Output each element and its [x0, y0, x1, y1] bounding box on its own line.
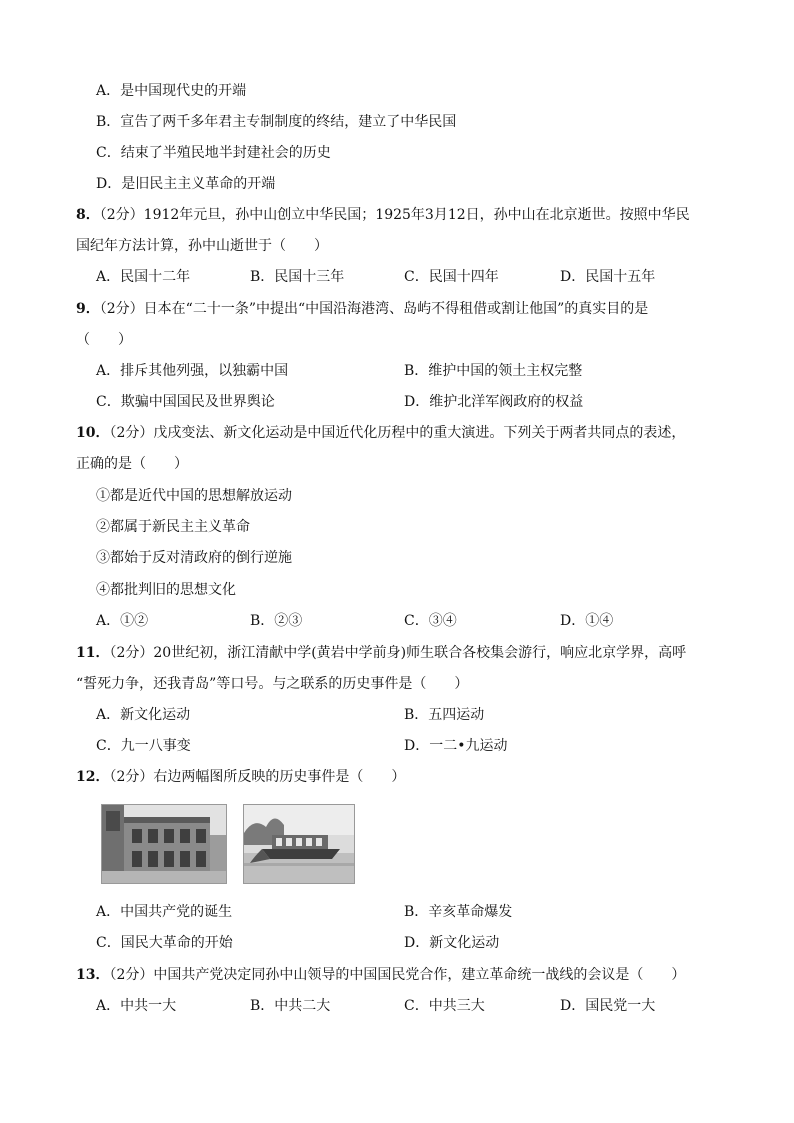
- q12-option-b: B．辛亥革命爆发: [404, 904, 513, 920]
- q8-option-a: A．民国十二年: [96, 269, 191, 285]
- q12-option-a: A．中国共产党的诞生: [96, 904, 233, 920]
- q8-option-d: D．民国十五年: [560, 269, 656, 285]
- q10-statement-3: ③都始于反对清政府的倒行逆施: [96, 550, 292, 566]
- q12-option-d: D．新文化运动: [404, 935, 500, 951]
- q10-stem-line2: 正确的是（ ）: [76, 456, 188, 472]
- q10-statement-4: ④都批判旧的思想文化: [96, 582, 236, 598]
- q12-number: 12．: [76, 769, 110, 785]
- q8-option-b: B．民国十三年: [250, 269, 345, 285]
- q9-option-d: D．维护北洋军阀政府的权益: [404, 394, 584, 410]
- q13-option-d: D．国民党一大: [560, 998, 656, 1014]
- q8-option-c: C．民国十四年: [404, 269, 499, 285]
- q8-stem-line2: 国纪年方法计算，孙中山逝世于（ ）: [76, 238, 328, 254]
- q13-option-a: A．中共一大: [96, 998, 177, 1014]
- q9-option-c: C．欺骗中国国民及世界舆论: [96, 394, 275, 410]
- q12-option-c: C．国民大革命的开始: [96, 935, 233, 951]
- q9-option-a: A．排斥其他列强，以独霸中国: [96, 363, 289, 379]
- q9-stem-line2: （ ）: [76, 332, 132, 348]
- q8-number: 8．: [76, 207, 100, 223]
- q10-option-a: A．①②: [96, 613, 149, 629]
- q11-option-c: C．九一八事变: [96, 738, 191, 754]
- q7-option-d: D．是旧民主主义革命的开端: [96, 176, 276, 192]
- q10-option-b: B．②③: [250, 613, 303, 629]
- q7-option-a: A．是中国现代史的开端: [96, 83, 247, 99]
- q11-number: 11．: [76, 645, 110, 661]
- q11-stem-line2: “誓死力争，还我青岛”等口号。与之联系的历史事件是（ ）: [76, 676, 469, 692]
- q8-stem-text: （2分）1912年元旦，孙中山创立中华民国；1925年3月12日，孙中山在北京逝世。按照中华民: [99, 207, 690, 223]
- building-photo: [101, 804, 227, 884]
- q10-stem-text: （2分）戊戌变法、新文化运动是中国近代化历程中的重大演进。下列关于两者共同点的表述，: [109, 425, 686, 441]
- q13-option-b: B．中共二大: [250, 998, 331, 1014]
- q10-option-d: D．①④: [560, 613, 614, 629]
- q10-number: 10．: [76, 425, 110, 441]
- q9-number: 9．: [76, 301, 100, 317]
- q9-stem-line1: [76, 299, 648, 319]
- q13-stem-text: （2分）中国共产党决定同孙中山领导的中国国民党合作，建立革命统一战线的会议是（ ）: [109, 967, 686, 983]
- q13-number: 13．: [76, 967, 110, 983]
- q10-stem-line1: [76, 423, 685, 443]
- q7-option-b: B．宣告了两千多年君主专制制度的终结，建立了中华民国: [96, 114, 457, 130]
- q9-stem-text: （2分）日本在“二十一条”中提出“中国沿海港湾、岛屿不得租借或割让他国”的真实目的是: [99, 301, 649, 317]
- q8-stem-line1: [76, 205, 690, 225]
- q13-option-c: C．中共三大: [404, 998, 485, 1014]
- q10-statement-2: ②都属于新民主主义革命: [96, 519, 250, 535]
- q7-option-c: C．结束了半殖民地半封建社会的历史: [96, 145, 331, 161]
- q12-stem-line1: [76, 767, 405, 787]
- q11-stem-text: （2分）20世纪初，浙江清献中学(黄岩中学前身)师生联合各校集会游行，响应北京学界，高呼: [109, 645, 687, 661]
- boat-photo: [243, 804, 355, 884]
- q11-option-a: A．新文化运动: [96, 707, 191, 723]
- q11-option-b: B．五四运动: [404, 707, 485, 723]
- boat-photo-drawing: [244, 805, 354, 883]
- building-photo-drawing: [102, 805, 226, 883]
- q10-statement-1: ①都是近代中国的思想解放运动: [96, 488, 292, 504]
- q13-stem-line1: [76, 965, 685, 985]
- q9-option-b: B．维护中国的领土主权完整: [404, 363, 583, 379]
- q12-stem-text: （2分）右边两幅图所反映的历史事件是（ ）: [109, 769, 406, 785]
- q11-stem-line1: [76, 643, 686, 663]
- q10-option-c: C．③④: [404, 613, 457, 629]
- q11-option-d: D．一二•九运动: [404, 738, 508, 754]
